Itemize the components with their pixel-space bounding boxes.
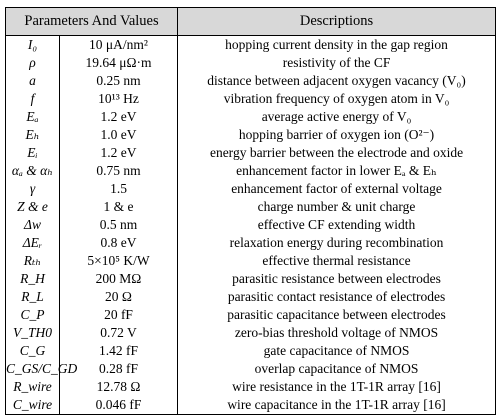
parameter-symbol: Eₕ [6,126,60,144]
table-row [6,216,496,234]
parameter-description: parasitic capacitance between electrodes [178,306,496,324]
table-row [6,180,496,198]
parameter-value: 5×10⁵ K/W [60,252,178,270]
table-row [6,90,496,108]
parameter-symbol: I₀ [6,36,60,55]
table-row [6,198,496,216]
parameter-symbol: ρ [6,54,60,72]
parameter-symbol: R_wire [6,378,60,396]
parameter-description: overlap capacitance of NMOS [178,360,496,378]
parameter-symbol: f [6,90,60,108]
parameter-value: 200 MΩ [60,270,178,288]
parameter-description: enhancement factor of external voltage [178,180,496,198]
table-row [6,126,496,144]
parameter-description: parasitic resistance between electrodes [178,270,496,288]
parameter-description: hopping barrier of oxygen ion (O²⁻) [178,126,496,144]
header-parameters-and-values: Parameters And Values [6,8,178,36]
parameter-value: 0.5 nm [60,216,178,234]
parameter-description: vibration frequency of oxygen atom in V₀ [178,90,496,108]
parameter-symbol: C_P [6,306,60,324]
parameter-value: 0.046 fF [60,396,178,415]
parameter-symbol: Δw [6,216,60,234]
parameter-value: 1.2 eV [60,108,178,126]
table-row [6,342,496,360]
parameter-description: effective thermal resistance [178,252,496,270]
parameter-value: 10¹³ Hz [60,90,178,108]
table-row [6,324,496,342]
table-row [6,108,496,126]
table-row [6,378,496,396]
table-row [6,306,496,324]
parameter-symbol: R_L [6,288,60,306]
parameters-table-container [5,7,495,415]
table-body [6,36,496,415]
parameter-description: wire resistance in the 1T-1R array [16] [178,378,496,396]
parameter-value: 1.5 [60,180,178,198]
parameter-value: 12.78 Ω [60,378,178,396]
parameter-symbol: ΔEᵣ [6,234,60,252]
parameter-description: hopping current density in the gap region [178,36,496,55]
parameter-value: 0.8 eV [60,234,178,252]
parameter-symbol: γ [6,180,60,198]
header-descriptions: Descriptions [178,8,496,36]
parameter-symbol: Rₜₕ [6,252,60,270]
table-row [6,72,496,90]
parameter-symbol: C_wire [6,396,60,415]
parameter-description: average active energy of V₀ [178,108,496,126]
parameter-description: parasitic contact resistance of electrodes [178,288,496,306]
table-row [6,162,496,180]
parameter-symbol: Z & e [6,198,60,216]
table-row [6,234,496,252]
table-row [6,54,496,72]
parameter-value: 20 fF [60,306,178,324]
table-row [6,396,496,415]
table-row [6,270,496,288]
parameter-value: 1.42 fF [60,342,178,360]
parameter-description: resistivity of the CF [178,54,496,72]
parameter-description: wire capacitance in the 1T-1R array [16] [178,396,496,415]
parameter-description: enhancement factor in lower Eₐ & Eₕ [178,162,496,180]
parameter-value: 0.75 nm [60,162,178,180]
parameter-description: relaxation energy during recombination [178,234,496,252]
parameter-value: 0.25 nm [60,72,178,90]
parameter-value: 1.0 eV [60,126,178,144]
parameter-value: 0.72 V [60,324,178,342]
table-row [6,288,496,306]
parameter-value: 0.28 fF [60,360,178,378]
parameter-value: 20 Ω [60,288,178,306]
parameter-description: distance between adjacent oxygen vacancy (V₀) [178,72,496,90]
table-row [6,36,496,55]
parameter-description: effective CF extending width [178,216,496,234]
parameter-value: 10 μA/nm² [60,36,178,55]
parameter-symbol: C_GS/C_GD [6,361,78,376]
parameter-value: 1 & e [60,198,178,216]
parameter-description: charge number & unit charge [178,198,496,216]
parameter-symbol: R_H [6,270,60,288]
table-row [6,252,496,270]
parameter-description: zero-bias threshold voltage of NMOS [178,324,496,342]
parameter-symbol: C_G [6,342,60,360]
table-row [6,144,496,162]
parameter-description: gate capacitance of NMOS [178,342,496,360]
parameter-symbol: Eₐ [6,108,60,126]
parameter-symbol: αₐ & αₕ [6,162,60,180]
table-header-row [6,8,496,36]
parameter-value: 19.64 μΩ·m [60,54,178,72]
parameters-table [5,7,496,415]
parameter-symbol: Eᵢ [6,144,60,162]
table-row [6,360,496,378]
parameter-symbol: a [6,72,60,90]
parameter-symbol: V_TH0 [6,324,60,342]
parameter-description: energy barrier between the electrode and oxide [178,144,496,162]
parameter-value: 1.2 eV [60,144,178,162]
